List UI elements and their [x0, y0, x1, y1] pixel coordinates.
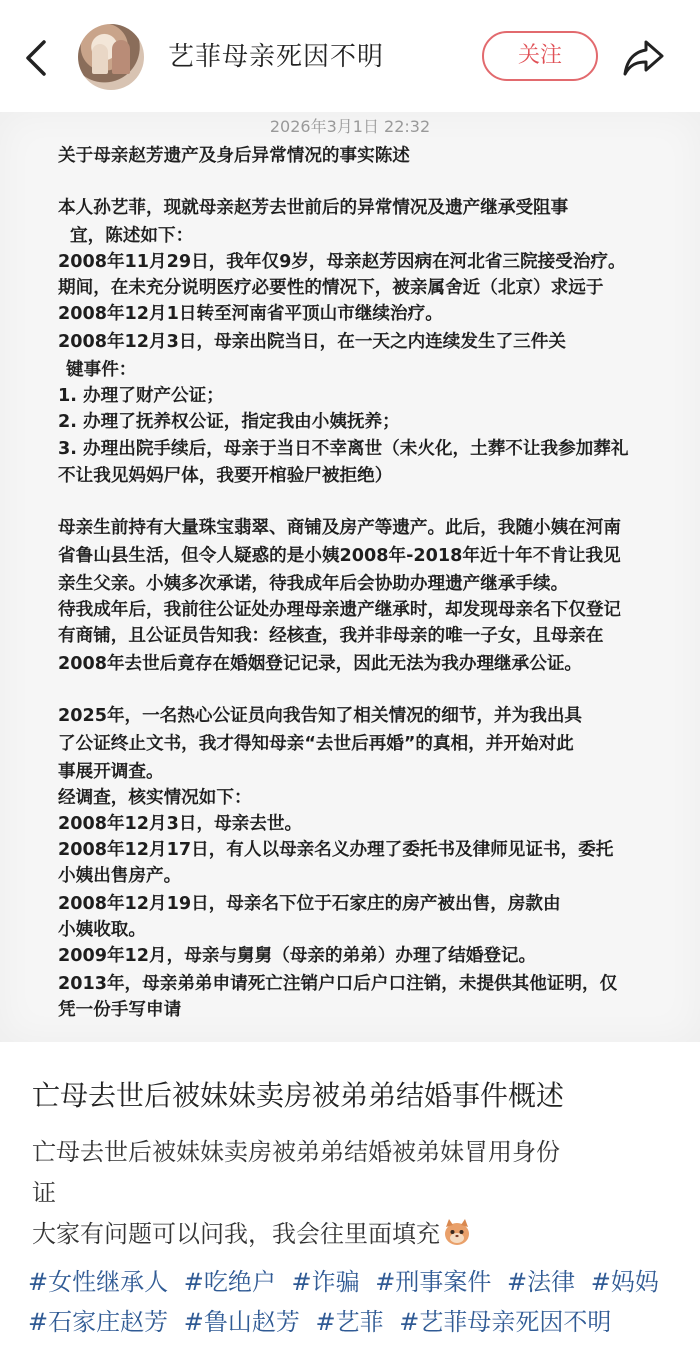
- hashtag[interactable]: #刑事案件: [375, 1268, 492, 1296]
- hashtag[interactable]: #诈骗: [291, 1268, 360, 1296]
- post-title: 亡母去世后被妹妹卖房被弟弟结婚事件概述: [32, 1079, 565, 1112]
- document-line: 1. 办理了财产公证；: [58, 386, 224, 406]
- post-body-line-with-emoji: [32, 1214, 472, 1249]
- document-line: 亲生父亲。小姨多次承诺，待我成年后会协助办理遗产继承手续。: [58, 574, 569, 594]
- document-line: 键事件：: [66, 360, 137, 380]
- author-name[interactable]: 艺菲母亲死因不明: [168, 42, 385, 72]
- document-line: 2008年去世后竟存在婚姻登记记录，因此无法为我办理继承公证。: [58, 654, 583, 674]
- document-line: 待我成年后，我前往公证处办理母亲遗产继承时，却发现母亲名下仅登记: [58, 600, 622, 620]
- document-line: 2. 办理了抚养权公证，指定我由小姨抚养；: [58, 412, 400, 432]
- document-line: 小姨出售房产。: [58, 866, 182, 886]
- document-line: 2008年12月3日，母亲出院当日，在一天之内连续发生了三件关: [58, 332, 566, 352]
- post-body-line: 亡母去世后被妹妹卖房被弟弟结婚被弟妹冒用身份: [32, 1138, 560, 1166]
- document-line: 2008年12月19日，母亲名下位于石家庄的房产被出售，房款由: [58, 894, 561, 914]
- document-line: 2008年12月1日转至河南省平顶山市继续治疗。: [58, 304, 443, 324]
- hashtag[interactable]: #吃绝户: [183, 1268, 276, 1296]
- document-line: 宜，陈述如下：: [70, 226, 194, 246]
- avatar-figure: [112, 40, 130, 74]
- document-line: 事展开调查。: [58, 762, 164, 782]
- hashtag-list: [28, 1262, 678, 1342]
- avatar-figure: [92, 44, 108, 74]
- squirrel-face-icon: [442, 1218, 472, 1246]
- document-line: 关于母亲赵芳遗产及身后异常情况的事实陈述: [58, 146, 410, 166]
- document-line: 省鲁山县生活，但令人疑惑的是小姨2008年-2018年近十年不肯让我见: [58, 546, 621, 566]
- document-line: 本人孙艺菲，现就母亲赵芳去世前后的异常情况及遗产继承受阻事: [58, 198, 569, 218]
- document-line: 经调查，核实情况如下：: [58, 788, 252, 808]
- hashtag[interactable]: #石家庄赵芳: [28, 1308, 169, 1336]
- document-line: 2008年12月3日，母亲去世。: [58, 814, 303, 834]
- document-line: 小姨收取。: [58, 920, 146, 940]
- document-line: 2013年，母亲弟弟申请死亡注销户口后户口注销，未提供其他证明，仅: [58, 974, 618, 994]
- document-line: 不让我见妈妈尸体，我要开棺验尸被拒绝）: [58, 466, 393, 486]
- hashtag[interactable]: #艺菲: [315, 1308, 384, 1336]
- hashtag[interactable]: #法律: [507, 1268, 576, 1296]
- hashtag[interactable]: #妈妈: [590, 1268, 659, 1296]
- top-bar: [0, 0, 700, 113]
- document-line: 3. 办理出院手续后，母亲于当日不幸离世（未火化，土葬不让我参加葬礼: [58, 439, 629, 459]
- document-line: 2009年12月，母亲与舅舅（母亲的弟弟）办理了结婚登记。: [58, 946, 537, 966]
- document-line: 期间，在未充分说明医疗必要性的情况下，被亲属舍近（北京）求远于: [58, 278, 604, 298]
- document-line: 2025年，一名热心公证员向我告知了相关情况的细节，并为我出具: [58, 706, 583, 726]
- avatar[interactable]: [78, 24, 144, 90]
- document-line: 2008年12月17日，有人以母亲名义办理了委托书及律师见证书，委托: [58, 840, 614, 860]
- back-arrow-icon[interactable]: [18, 38, 58, 78]
- document-timestamp: 2026年3月1日 22:32: [269, 117, 431, 136]
- hashtag[interactable]: #女性继承人: [28, 1268, 169, 1296]
- hashtag[interactable]: #鲁山赵芳: [183, 1308, 300, 1336]
- post-body-line: 证: [32, 1179, 56, 1207]
- document-line: 了公证终止文书，我才得知母亲“去世后再婚”的真相，并开始对此: [58, 734, 574, 754]
- share-icon[interactable]: [622, 38, 666, 78]
- follow-button[interactable]: 关注: [482, 31, 598, 81]
- document-image: [0, 112, 700, 1042]
- hashtag[interactable]: #艺菲母亲死因不明: [399, 1308, 612, 1336]
- document-line: 有商铺，且公证员告知我：经核查，我并非母亲的唯一子女，且母亲在: [58, 626, 604, 646]
- document-line: 母亲生前持有大量珠宝翡翠、商铺及房产等遗产。此后，我随小姨在河南: [58, 518, 622, 538]
- post-body-text: 大家有问题可以问我，我会往里面填充: [32, 1220, 440, 1248]
- document-line: 凭一份手写申请: [58, 1000, 182, 1020]
- document-line: 2008年11月29日，我年仅9岁，母亲赵芳因病在河北省三院接受治疗。: [58, 252, 626, 272]
